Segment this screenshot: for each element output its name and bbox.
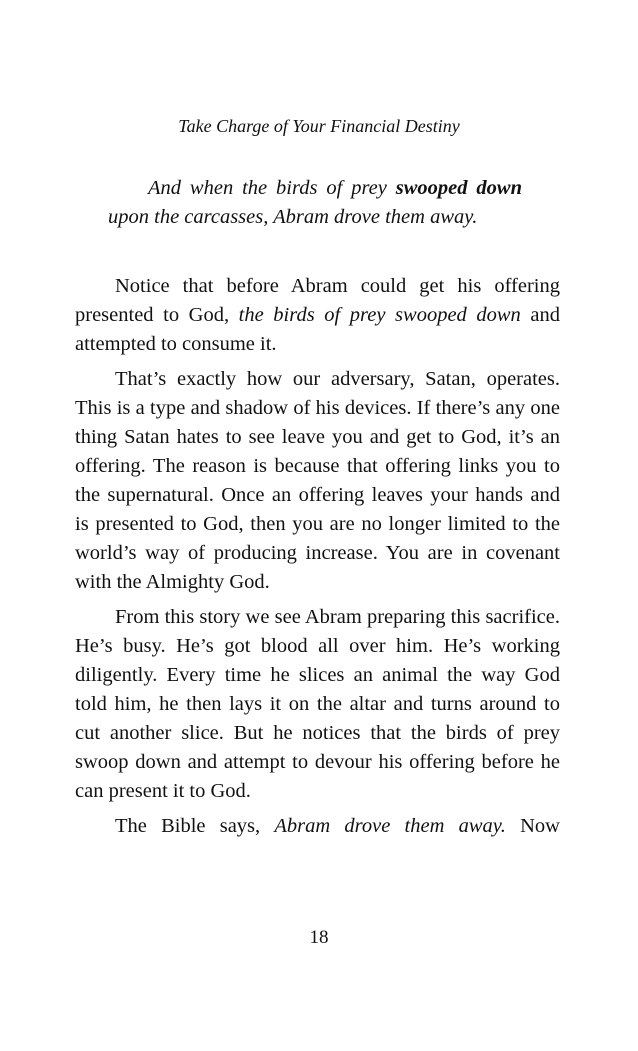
body-text	[75, 272, 560, 847]
quote-text-end: upon the carcasses, Abram drove them away.	[108, 206, 478, 228]
paragraph-4-emphasis: Abram drove them away.	[274, 815, 506, 837]
paragraph-1	[75, 272, 560, 359]
paragraph-3: From this story we see Abram preparing this sacrifice. He’s busy. He’s got blood all over him. He’s working diligently. Every time he slices an animal the way God told him, he then lays it on the altar and turns around to cut another slice. But he notices that the birds of prey swoop down and attempt to devour his offering before he can present it to God.	[75, 606, 560, 802]
paragraph-4	[75, 812, 560, 841]
quote-text-start: And when the birds of prey	[148, 177, 396, 199]
running-head-text: Take Charge of Your Financial Destiny	[178, 116, 460, 136]
running-head	[0, 112, 638, 140]
paragraph-4-end: Now	[505, 815, 560, 837]
paragraph-4-start: The Bible says,	[115, 815, 275, 837]
paragraph-1-emphasis: the birds of prey swooped down	[238, 304, 521, 326]
quote-bold-phrase: swooped down	[395, 177, 522, 199]
paragraph-1-start: Notice that before Abram could get his offering presented to God,	[75, 275, 560, 326]
scripture-quote	[108, 174, 522, 232]
page-number: 18	[309, 927, 329, 948]
paragraph-2: That’s exactly how our adversary, Satan, operates. This is a type and shadow of his devices. If there’s any one thing Satan hates to see leave you and get to God, it’s an offering. The reason is because that offering links you to the supernatural. Once an offering leaves your hands and is presented to God, then you are no longer limited to the world’s way of producing increase. You are in covenant with the Almighty God.	[75, 368, 560, 593]
paragraph-1-end: and attempted to consume it.	[75, 304, 560, 355]
